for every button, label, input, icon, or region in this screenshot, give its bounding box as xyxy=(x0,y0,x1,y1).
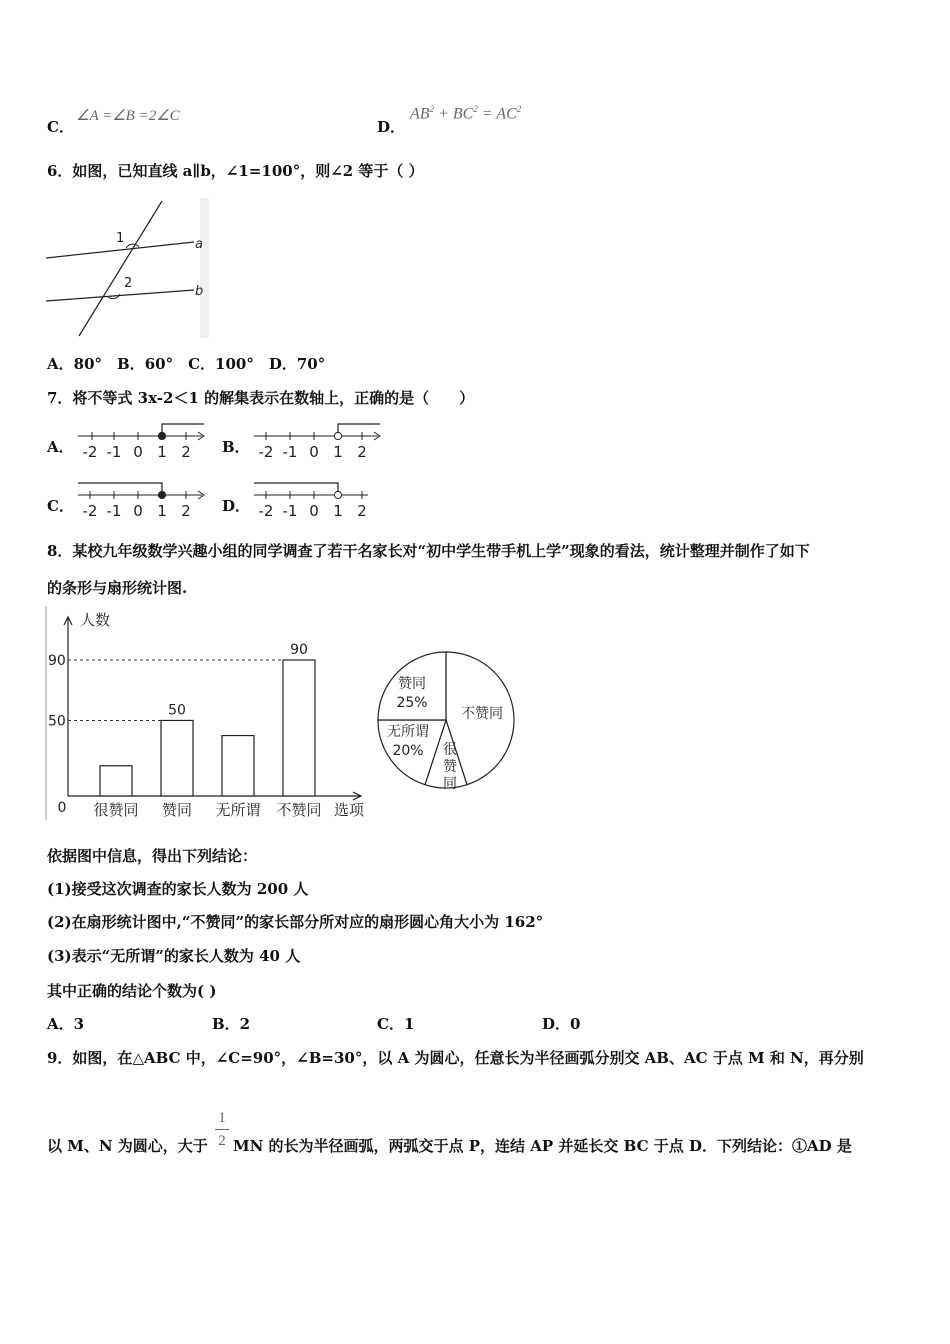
q7-option-c-label: C． xyxy=(47,497,74,515)
angle-2-label: 2 xyxy=(124,276,133,291)
pie-label-char: 同 xyxy=(443,776,457,792)
bar-1 xyxy=(100,766,132,796)
q8-stem-line2: 的条形与扇形统计图. xyxy=(47,579,188,597)
q8-option-d: D．0 xyxy=(542,1015,581,1033)
pie-slice-label: 不赞同 xyxy=(461,706,503,722)
number-line-a xyxy=(72,419,212,463)
x-tick-label: 很赞同 xyxy=(93,801,139,819)
svg-text:-2: -2 xyxy=(258,502,274,520)
q8-line-3: (2)在扇形统计图中,“不赞同”的家长部分所对应的扇形圆心角大小为 162° xyxy=(47,913,544,931)
q7-option-a-label: A． xyxy=(47,438,74,456)
bar-2 xyxy=(161,720,193,796)
number-line-c xyxy=(72,478,212,522)
bar-value-label: 90 xyxy=(290,642,308,658)
x-tick-label: 赞同 xyxy=(161,801,193,819)
pie-slice-label: 赞同 xyxy=(398,676,426,692)
q8-line-4: (3)表示“无所谓”的家长人数为 40 人 xyxy=(47,947,301,965)
svg-text:1: 1 xyxy=(157,443,167,461)
svg-text:0: 0 xyxy=(133,502,143,520)
q8-line-2: (1)接受这次调查的家长人数为 200 人 xyxy=(47,880,309,898)
pie-percent-label: 20% xyxy=(392,743,424,759)
option-c-label: C． xyxy=(47,118,74,136)
q8-line-1: 依据图中信息，得出下列结论： xyxy=(47,847,258,865)
q9-line-2a: 以 M、N 为圆心，大于 xyxy=(47,1137,208,1155)
q9-line-2b: MN 的长为半径画弧，两弧交于点 P，连结 AP 并延长交 BC 于点 D．下列结论：①AD 是 xyxy=(233,1137,852,1155)
number-line-d xyxy=(248,478,388,522)
angle-1-label: 1 xyxy=(116,231,125,246)
q7-stem: 7．将不等式 3x-2＜1 的解集表示在数轴上，正确的是（ ） xyxy=(47,389,475,407)
svg-text:2: 2 xyxy=(357,443,367,461)
option-d-label: D． xyxy=(377,118,406,136)
q8-stem-line1: 8．某校九年级数学兴趣小组的同学调查了若干名家长对“初中学生带手机上学”现象的看法，统计整理并制作了如下 xyxy=(47,542,810,560)
pie-slice-label: 无所谓 xyxy=(387,724,429,740)
pie-percent-label: 25% xyxy=(396,695,428,711)
bar-value-label: 50 xyxy=(168,702,186,719)
svg-text:1: 1 xyxy=(333,502,343,520)
y-tick-label: 50 xyxy=(48,713,66,730)
fraction-one-half: 1 2 xyxy=(212,1107,232,1152)
q8-option-c: C．1 xyxy=(377,1015,415,1033)
x-axis-label: 选项 xyxy=(334,801,365,819)
svg-text:1: 1 xyxy=(157,502,167,520)
svg-text:0: 0 xyxy=(309,443,319,461)
svg-text:-1: -1 xyxy=(106,502,122,520)
svg-text:1: 1 xyxy=(333,443,343,461)
bar-3 xyxy=(222,736,254,796)
svg-text:0: 0 xyxy=(309,502,319,520)
q8-option-a: A．3 xyxy=(47,1015,85,1033)
bar-chart xyxy=(44,606,374,824)
q8-option-b: B．2 xyxy=(212,1015,251,1033)
y-axis-label: 人数 xyxy=(80,611,111,629)
line-b xyxy=(46,290,194,301)
x-tick-label: 不赞同 xyxy=(276,801,322,819)
line-b-label: b xyxy=(195,284,204,299)
x-tick-label: 无所谓 xyxy=(215,801,261,819)
q6-options: A．80° B．60° C．100° D．70° xyxy=(47,355,326,373)
svg-text:-1: -1 xyxy=(282,502,298,520)
q6-stem: 6．如图，已知直线 a∥b，∠1=100°，则∠2 等于（ ） xyxy=(47,162,424,180)
option-c-formula: ∠A =∠B =2∠C xyxy=(76,108,180,124)
svg-text:0: 0 xyxy=(133,443,143,461)
q7-option-d-label: D． xyxy=(222,497,251,515)
origin-label: 0 xyxy=(57,800,67,816)
pie-label-char: 很 xyxy=(443,742,457,758)
svg-text:-2: -2 xyxy=(82,443,98,461)
pie-chart xyxy=(374,648,518,796)
transversal-line xyxy=(79,201,162,336)
q7-option-b-label: B． xyxy=(222,438,250,456)
option-d-formula: $AB^2 + BC^2 = AC^2$ xyxy=(410,104,522,123)
line-a-label: a xyxy=(195,237,203,252)
svg-text:-2: -2 xyxy=(258,443,274,461)
q9-line-1: 9．如图，在△ABC 中，∠C=90°，∠B=30°，以 A 为圆心，任意长为半径画弧分别交 AB、AC 于点 M 和 N，再分别 xyxy=(47,1049,864,1067)
svg-text:2: 2 xyxy=(181,443,191,461)
svg-text:-2: -2 xyxy=(82,502,98,520)
pie-label-char: 赞 xyxy=(443,759,457,775)
svg-text:2: 2 xyxy=(357,502,367,520)
bar-4 xyxy=(283,660,315,796)
svg-text:2: 2 xyxy=(181,502,191,520)
q8-line-5: 其中正确的结论个数为( ) xyxy=(47,982,217,1000)
number-line-b xyxy=(248,419,388,463)
svg-text:-1: -1 xyxy=(106,443,122,461)
y-tick-label: 90 xyxy=(48,653,66,669)
parallel-lines-figure xyxy=(44,198,209,338)
svg-text:-1: -1 xyxy=(282,443,298,461)
